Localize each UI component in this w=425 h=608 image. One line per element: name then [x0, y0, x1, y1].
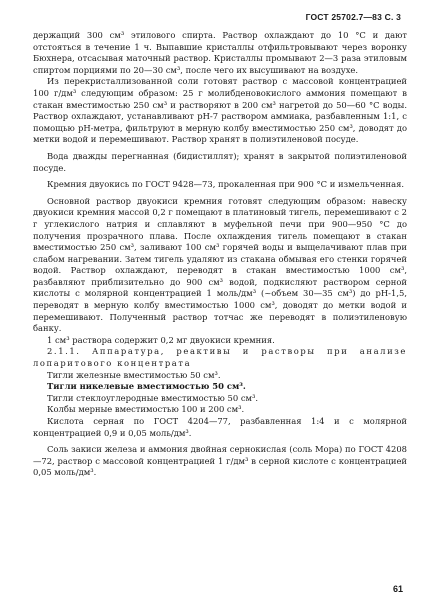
list-item: Соль закиси железа и аммония двойная сернокислая (соль Мора) по ГОСТ 4208—72, раствор с массовой концентрацией 1 г/дм³ в серной кислоте с концентрацией 0,05 моль/дм³.	[33, 444, 407, 478]
paragraph-silica-content: 1 см³ раствора содержит 0,2 мг двуокиси кремния.	[47, 334, 275, 345]
paragraph-continued: держащий 300 см³ этилового спирта. Раствор охлаждают до 10 °С и дают отстояться в течение 1 ч. Выпавшие кристаллы отфильтровывают через воронку Бюхнера, отсасывая маточный раствор. Кристаллы промывают 2—3 раза этиловым спиртом порциями по 20—30 см³, после чего их высушивают на воздухе.	[33, 30, 407, 75]
list-item: Тигли железные вместимостью 50 см³.	[47, 369, 221, 380]
list-item: Колбы мерные вместимостью 100 и 200 см³.	[47, 404, 245, 415]
page-header: ГОСТ 25702.7—83 С. 3	[305, 12, 401, 22]
document-body	[33, 30, 407, 479]
list-item: Тигли стеклоуглеродные вместимостью 50 см³.	[47, 392, 259, 403]
page-number: 61	[392, 584, 403, 594]
section-title: 2.1.1. Аппаратура, реактивы и растворы при анализе лопаритового концентрата	[33, 346, 407, 369]
paragraph-molybdate-solution: Из перекристаллизованной соли готовят раствор с массовой концентрацией 100 г/дм³ следующим образом: 25 г молибденовокислого аммония помещают в стакан вместимостью 250 см³ и растворяют в 200 см³ нагретой до 50—60 °С воды. Раствор охлаждают, устанавливают pH-7 раствором аммиака, разбавленным 1:1, с помощью pH-метра, фильтруют в мерную колбу вместимостью 250 см³, доводят до метки водой и перемешивают. Раствор хранят в полиэтиленовой посуде.	[33, 76, 407, 145]
paragraph-water: Вода дважды перегнанная (бидистиллят); хранят в закрытой полиэтиленовой посуде.	[33, 150, 407, 173]
list-item: Кислота серная по ГОСТ 4204—77, разбавленная 1:4 и с молярной концентрацией 0,9 и 0,05 моль/дм³.	[33, 416, 407, 438]
list-item: Тигли никелевые вместимостью 50 см³.	[47, 381, 246, 392]
paragraph-silica: Кремния двуокись по ГОСТ 9428—73, прокаленная при 900 °С и измельченная.	[47, 179, 405, 190]
paragraph-silica-stock-solution: Основной раствор двуокиси кремния готовят следующим образом: навеску двуокиси кремния массой 0,2 г помещают в платиновый тигель, перемешивают с 2 г углекислого натрия и сплавляют в муфельной печи при 900—950 °С до получения прозрачного плава. После охлаждения тигель помещают в стакан вместимостью 250 см³, заливают 100 см³ горячей воды и выщелачивают плав при слабом нагревании. Затем тигель удаляют из стакана обмывая его стенки горячей водой. Раствор охлаждают, переводят в стакан вместимостью 1000 см³, разбавляют приблизительно до 900 см³ водой, подкисляют раствором серной кислоты с молярной концентрацией 1 моль/дм³ (~объем 30—35 см³) до pH-1,5, переводят в мерную колбу вместимостью 1000 см³, доводят до метки водой и перемешивают. Полученный раствор тотчас же переводят в полиэтиленовую банку.	[33, 195, 407, 334]
